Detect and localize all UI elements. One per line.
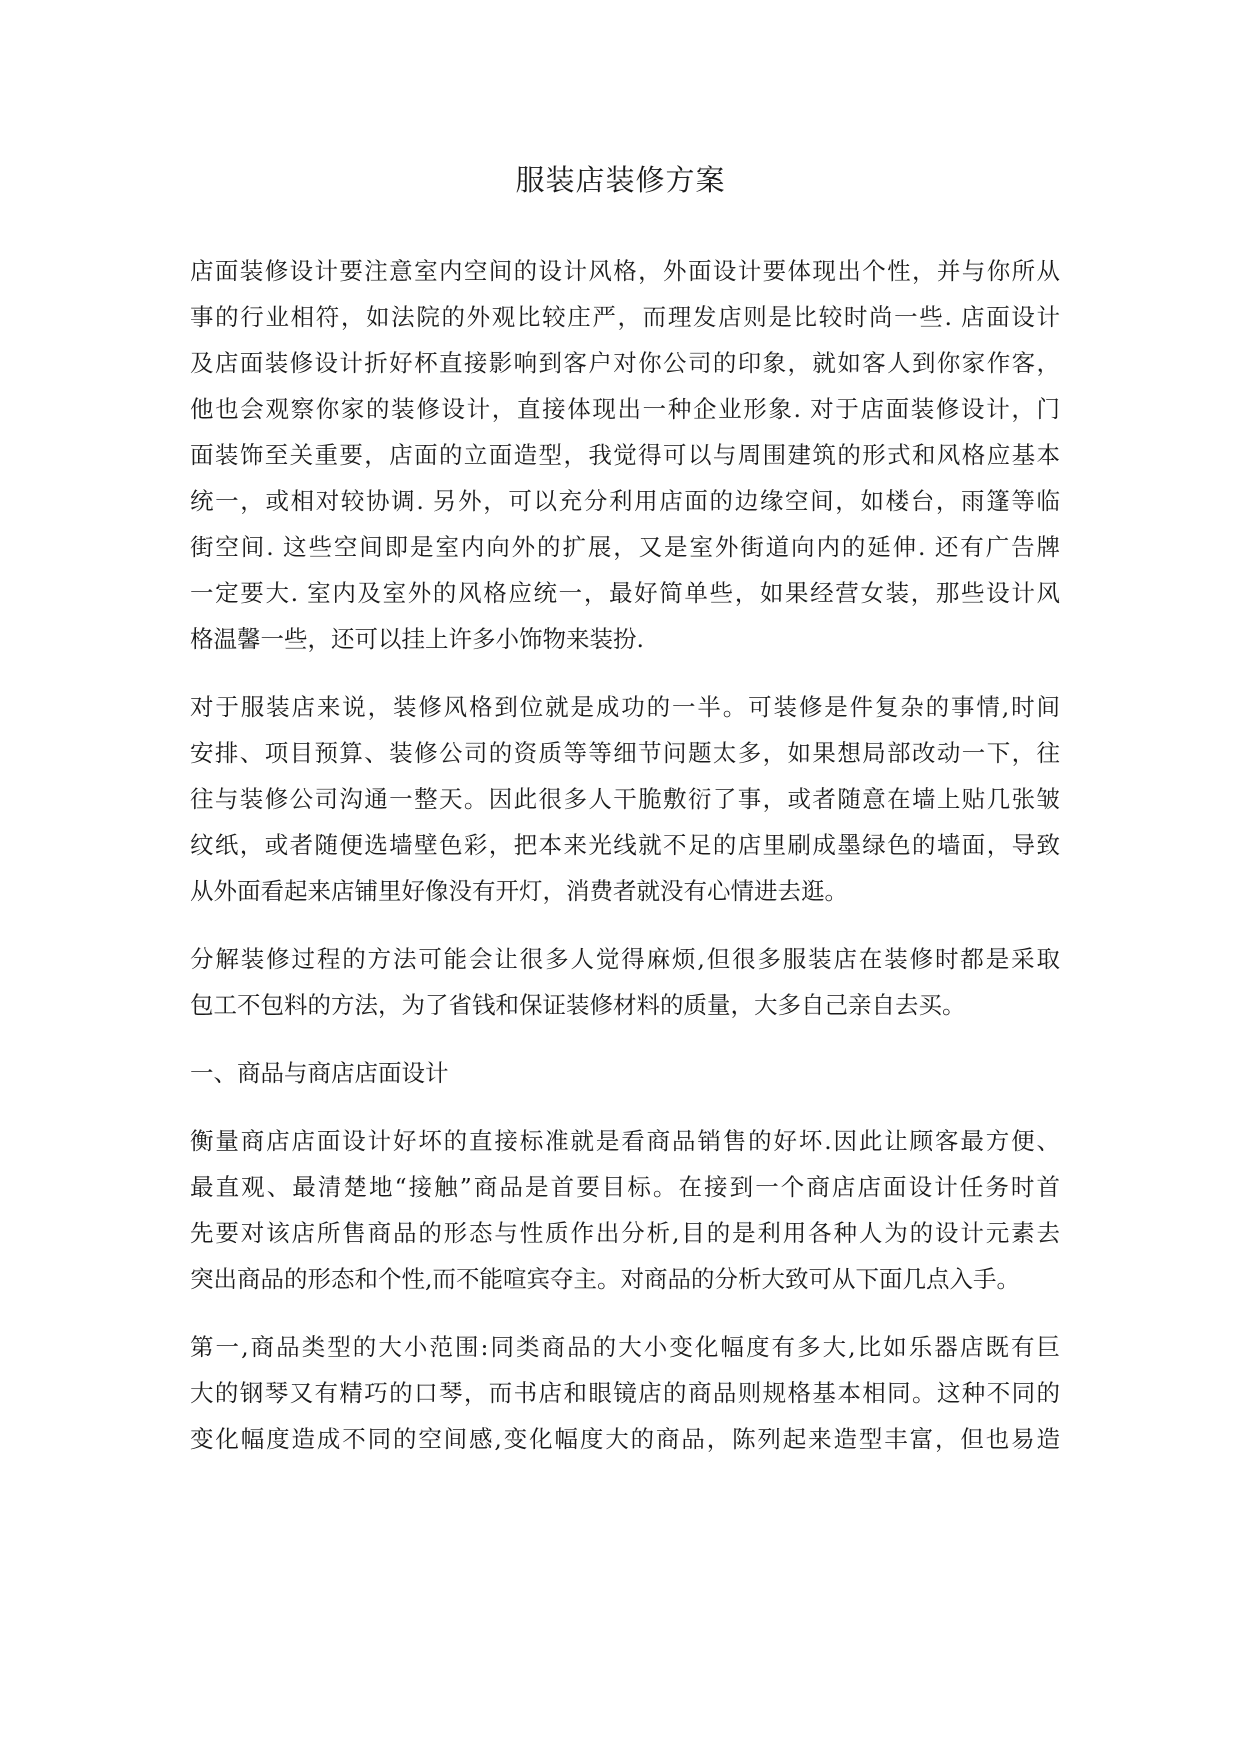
text-line: 第一,商品类型的大小范围:同类商品的大小变化幅度有多大,比如乐器店既有巨 [190, 1333, 1060, 1361]
text-line: 大的钢琴又有精巧的口琴，而书店和眼镜店的商品则规格基本相同。这种不同的 [190, 1379, 1060, 1407]
document-body [190, 248, 1060, 1484]
text-line: 街空间. 这些空间即是室内向外的扩展，又是室外街道向内的延伸. 还有广告牌 [190, 533, 1060, 561]
text-line: 分解装修过程的方法可能会让很多人觉得麻烦,但很多服装店在装修时都是采取 [190, 945, 1060, 973]
text-line: 突出商品的形态和个性,而不能喧宾夺主。对商品的分析大致可从下面几点入手。 [190, 1265, 1020, 1293]
text-line: 往与装修公司沟通一整天。因此很多人干脆敷衍了事，或者随意在墙上贴几张皱 [190, 785, 1060, 813]
text-line: 先要对该店所售商品的形态与性质作出分析,目的是利用各种人为的设计元素去 [190, 1219, 1060, 1247]
text-line: 变化幅度造成不同的空间感,变化幅度大的商品，陈列起来造型丰富，但也易造 [190, 1425, 1060, 1453]
text-line: 一定要大. 室内及室外的风格应统一，最好简单些，如果经营女装，那些设计风 [190, 579, 1060, 607]
text-line: 店面装修设计要注意室内空间的设计风格，外面设计要体现出个性，并与你所从 [190, 257, 1060, 285]
paragraph-goods-size-range [190, 1324, 1060, 1462]
text-line: 及店面装修设计折好杯直接影响到客户对你公司的印象，就如客人到你家作客， [190, 349, 1060, 377]
section-heading [190, 1050, 1060, 1096]
paragraph-decoration-style [190, 684, 1060, 914]
text-line: 最直观、最清楚地“接触”商品是首要目标。在接到一个商店店面设计任务时首 [190, 1173, 1060, 1201]
text-line: 他也会观察你家的装修设计，直接体现出一种企业形象. 对于店面装修设计，门 [190, 395, 1060, 423]
text-line: 格温馨一些，还可以挂上许多小饰物来装扮. [190, 625, 644, 653]
text-line: 从外面看起来店铺里好像没有开灯，消费者就没有心情进去逛。 [190, 877, 848, 905]
text-line: 衡量商店店面设计好坏的直接标准就是看商品销售的好坏.因此让顾客最方便、 [190, 1127, 1060, 1155]
text-line: 对于服装店来说，装修风格到位就是成功的一半。可装修是件复杂的事情,时间 [190, 693, 1060, 721]
text-line: 面装饰至关重要，店面的立面造型，我觉得可以与周围建筑的形式和风格应基本 [190, 441, 1060, 469]
text-line: 事的行业相符，如法院的外观比较庄严，而理发店则是比较时尚一些. 店面设计 [190, 303, 1060, 331]
text-line: 包工不包料的方法，为了省钱和保证装修材料的质量，大多自己亲自去买。 [190, 991, 966, 1019]
text-line: 一、商品与商店店面设计 [190, 1059, 449, 1087]
paragraph-goods-display [190, 1118, 1060, 1302]
paragraph-storefront-design [190, 248, 1060, 662]
text-line: 纹纸，或者随便选墙壁色彩，把本来光线就不足的店里刷成墨绿色的墙面，导致 [190, 831, 1060, 859]
text-line: 安排、项目预算、装修公司的资质等等细节问题太多，如果想局部改动一下，往 [190, 739, 1060, 767]
document-title: 服装店装修方案 [515, 163, 726, 197]
paragraph-decoration-process [190, 936, 1060, 1028]
text-line: 统一，或相对较协调. 另外，可以充分利用店面的边缘空间，如楼台，雨篷等临 [190, 487, 1060, 515]
